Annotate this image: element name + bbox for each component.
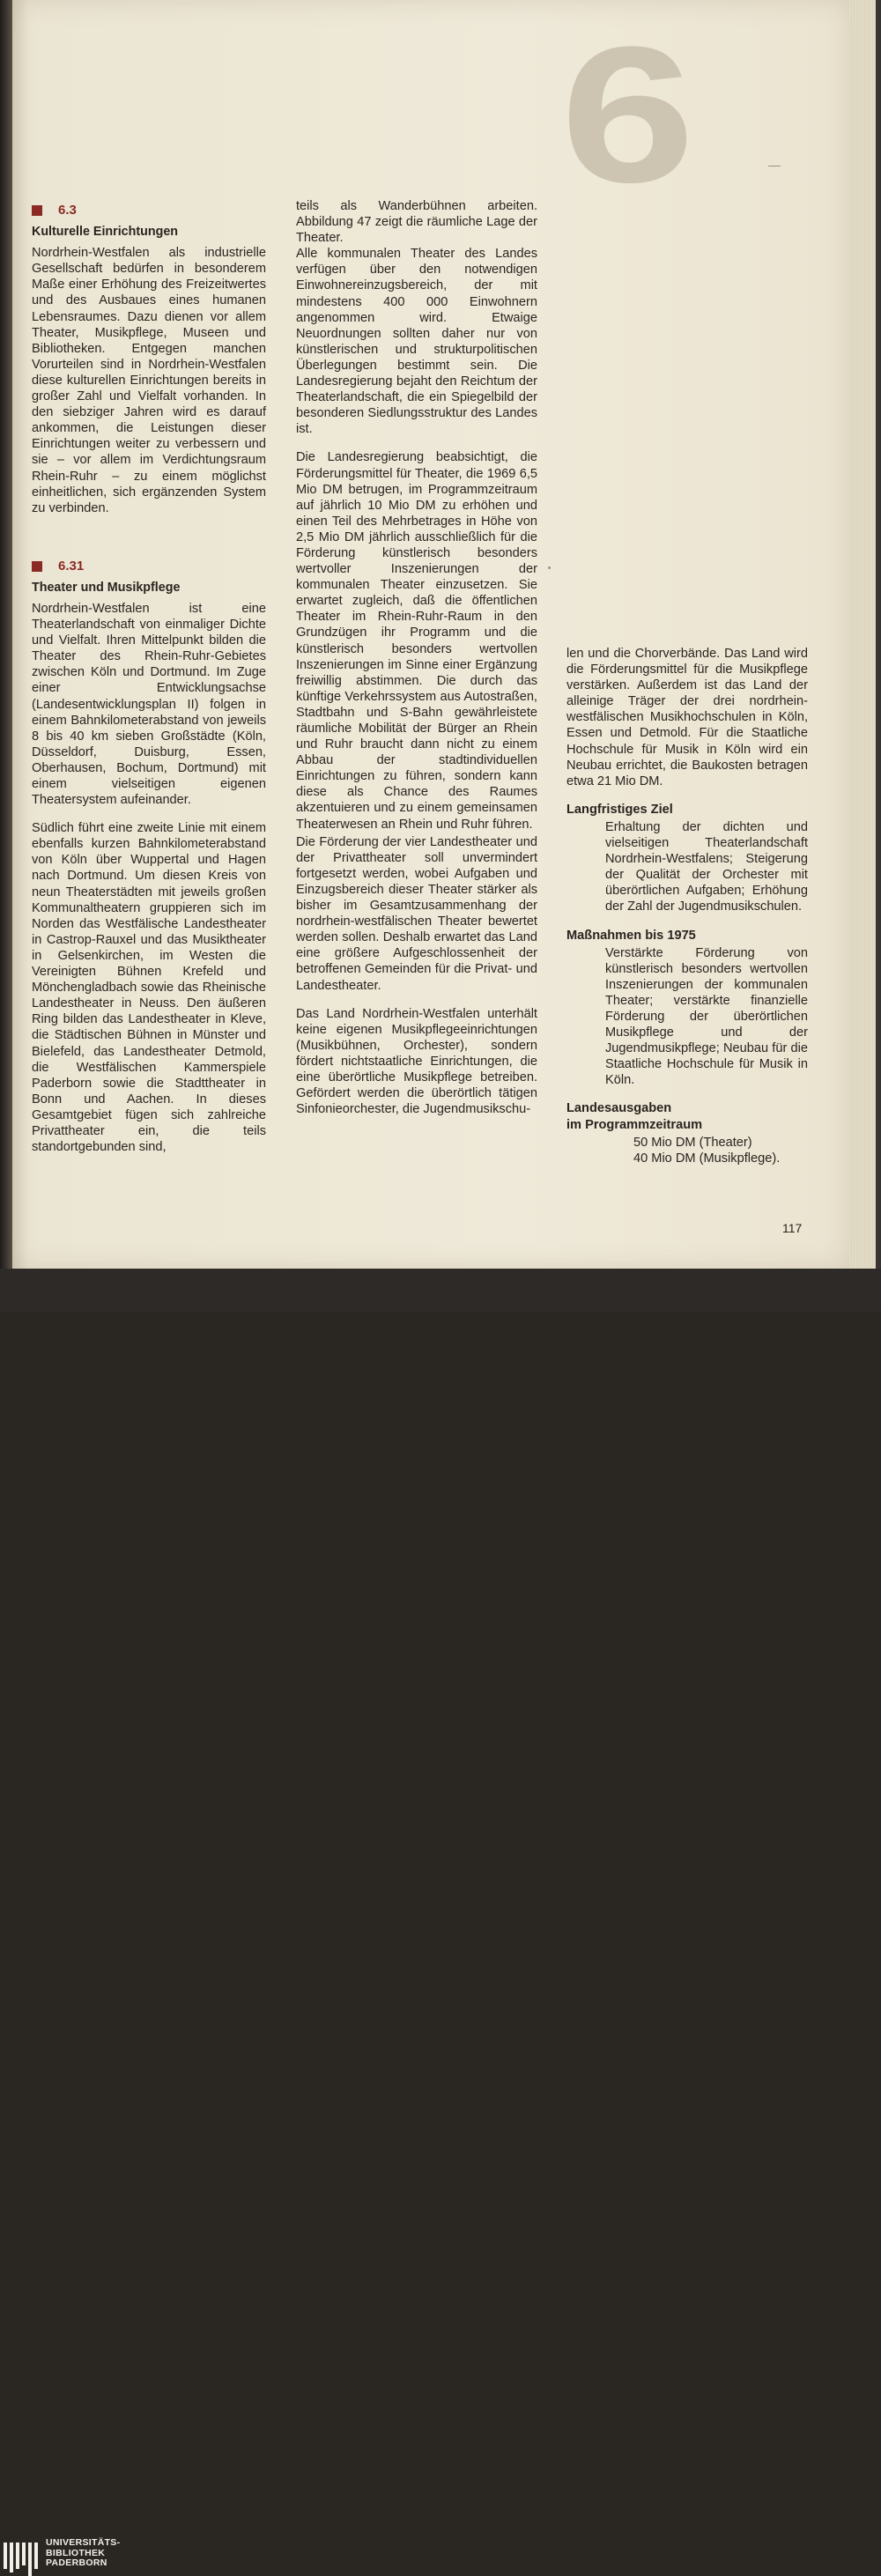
library-line: UNIVERSITÄTS- xyxy=(46,2537,121,2548)
section-number: 6.31 xyxy=(58,558,85,574)
section-marker-6-31 xyxy=(32,559,266,574)
library-footer xyxy=(0,1269,881,2568)
paragraph: len und die Chorverbände. Das Land wird die Förderungsmittel für die Musikpflege verstärken. Außerdem ist das Land der alleinige Träger der drei nordrhein-westfälischen Musikhochschulen in Köln, Essen und Detmold. Für die Staatliche Hochschule für Musik in Köln wird ein Neubau errichtet, die Baukosten betragen etwa 21 Mio DM. xyxy=(566,647,808,788)
paragraph: Südlich führt eine zweite Linie mit einem ebenfalls kurzen Bahnkilometerabstand von Köln über Wuppertal und Hagen nach Dortmund. Um diesen Kreis von neun Theaterstädten mit jeweils großen Kommunaltheatern gruppieren sich im Norden das Westfälische Landestheater in Castrop-Rauxel und das Musiktheater in Gelsenkirchen, im Westen die Vereinigten Bühnen Krefeld und Mönchengladbach sowie das Rheinische Landestheater in Neuss. Den äußeren Ring bilden das Landestheater in Kleve, die Städtischen Bühnen in Münster und Bielefeld, das Landestheater Detmold, die Westfälischen Kammerspiele Paderborn sowie die Stadttheater in Bonn und Aachen. In dieses Gesamtgebiet fügen sich zahlreiche Privattheater ein, die teils standortgebunden sind, xyxy=(32,821,266,1155)
paragraph: Nordrhein-Westfalen ist eine Theaterlandschaft von einmaliger Dichte und Vielfalt. Ihren Mittelpunkt bilden die Theater des Rhein-Ruhr-Gebietes zwischen Köln und Dortmund. Im Zuge einer Entwicklungsachse (Landesentwicklungsplan II) folgen in einem Bahnkilometerabstand von jeweils 8 bis 40 km sieben Großstädte (Köln, Düsseldorf, Duisburg, Essen, Oberhausen, Bochum, Dortmund) mit einem vielseitigen eigenen Theatersystem aufeinander. xyxy=(32,601,266,808)
section-square-icon xyxy=(32,205,42,216)
column-3 xyxy=(566,646,808,1166)
measures-text: Verstärkte Förderung von künstlerisch besonders wertvollen Inszenierungen der kommunalen Theater; verstärkte finanzielle Förderung der überörtlichen Musikpflege und der Jugendmusikpflege; Neubau für die Staatliche Hochschule für Musik in Köln. xyxy=(605,945,808,1088)
subheading-spending-2: im Programmzeitraum xyxy=(566,1117,703,1132)
library-line: PADERBORN xyxy=(46,2557,107,2568)
subheading-measures: Maßnahmen bis 1975 xyxy=(566,928,696,943)
library-logo-icon xyxy=(4,2543,41,2576)
chapter-number: 6 xyxy=(560,6,691,223)
spending-line: 40 Mio DM (Musikpflege). xyxy=(633,1151,781,1166)
subheading-goal: Langfristiges Ziel xyxy=(566,802,673,817)
section-number: 6.3 xyxy=(58,203,77,218)
paragraph: Alle kommunalen Theater des Landes verfügen über den notwendigen Einwohnereinzugsbereich, der mit mindestens 400 000 Einwohnern angenommen wird. Etwaige Neuordnungen sollten daher nur von künstlerischen und strukturpolitischen Überlegungen bestimmt sein. Die Landesregierung bejaht den Reichtum der Theaterlandschaft, die ein Spiegelbild der besonderen Siedlungsstruktur des Landes ist. xyxy=(296,247,537,437)
subheading-spending-1: Landesausgaben xyxy=(566,1101,672,1116)
paragraph: Die Förderung der vier Landestheater und der Privattheater soll unvermindert fortgesetzt werden, wobei Aufgaben und Einzugsbereich dieser Theater stärker als bisher im Gesamtzusammenhang der nordrhein-westfälischen Theater bewertet werden sollen. Deshalb erwartet das Land eine größere Aufgeschlossenheit der betroffenen Gemeinden für die Privat- und Landestheater. xyxy=(296,834,537,993)
column-2 xyxy=(296,198,537,1129)
spending-line: 50 Mio DM (Theater) xyxy=(633,1135,752,1150)
speck xyxy=(548,566,551,569)
page-edge xyxy=(849,0,876,1269)
mark-line xyxy=(768,166,781,167)
paragraph: Die Landesregierung beabsichtigt, die Förderungsmittel für Theater, die 1969 6,5 Mio DM betrugen, im Programmzeitraum auf jährlich 10 Mio DM zu erhöhen und einen Teil des Mehrbetrages in Höhe von 2,5 Mio DM jährlich ausschließlich für die Förderung künstlerisch besonders wertvoller Inszenierungen der kommunalen Theater einzusetzen. Sie erwartet zugleich, daß die öffentlichen Theater im Rhein-Ruhr-Raum in den Grundzügen ihr Programm und die künstlerisch besonders wertvollen Inszenierungen im Sinne einer Ergänzung freiwillig abstimmen. Die durch das künftige Verkehrssystem aus Autostraßen, Stadtbahn und S-Bahn gewährleistete räumliche Mobilität der Bürger an Rhein und Ruhr braucht dann nicht zu einem Abbau der stadtindividuellen Einrichtungen zu führen, sondern kann diese als Chance des Raumes akzentuieren und zu einem gemeinsamen Theaterwesen an Rhein und Ruhr führen. xyxy=(296,450,537,832)
paragraph: teils als Wanderbühnen arbeiten. Abbildung 47 zeigt die räumliche Lage der Theater. xyxy=(296,199,537,246)
page-number: 117 xyxy=(782,1221,803,1235)
column-1 xyxy=(32,203,266,1167)
section-square-icon xyxy=(32,561,42,572)
paragraph: Das Land Nordrhein-Westfalen unterhält keine eigenen Musikpflegeeinrichtungen (Musikbühnen, Orchester), sondern fördert nichtstaatliche Einrichtungen, die eine überörtliche Musikpflege betreiben. Gefördert werden die überörtlich tätigen Sinfonieorchester, die Jugendmusikschu- xyxy=(296,1006,537,1117)
paragraph: Nordrhein-Westfalen als industrielle Gesellschaft bedürfen in besonderem Maße einer Erhöhung des Freizeitwertes und des Ausbaues eines humanen Lebensraumes. Dazu dienen vor allem Theater, Musikpflege, Museen und Bibliotheken. Entgegen manchen Vorurteilen sind in Nordrhein-Westfalen diese kulturellen Einrichtungen bereits in großer Zahl und Vielfalt vorhanden. In den siebziger Jahren wird es darauf ankommen, die Leistungen dieser Einrichtungen weiter zu verbessern und sie – vor allem im Verdichtungsraum Rhein-Ruhr – zu einem möglichst einheitlichen, sich ergänzenden System zu verbinden. xyxy=(32,246,266,515)
library-line: BIBLIOTHEK xyxy=(46,2547,106,2558)
goal-text: Erhaltung der dichten und vielseitigen Theaterlandschaft Nordrhein-Westfalens; Steigerung der Qualität der Orchester mit überörtlichen Aufgaben; Erhöhung der Zahl der Jugendmusikschulen. xyxy=(605,819,808,914)
section-marker-6-3 xyxy=(32,203,266,218)
section-title: Theater und Musikpflege xyxy=(32,580,181,595)
book-gutter xyxy=(0,0,12,1269)
section-title: Kulturelle Einrichtungen xyxy=(32,225,179,240)
library-name xyxy=(46,2538,120,2569)
